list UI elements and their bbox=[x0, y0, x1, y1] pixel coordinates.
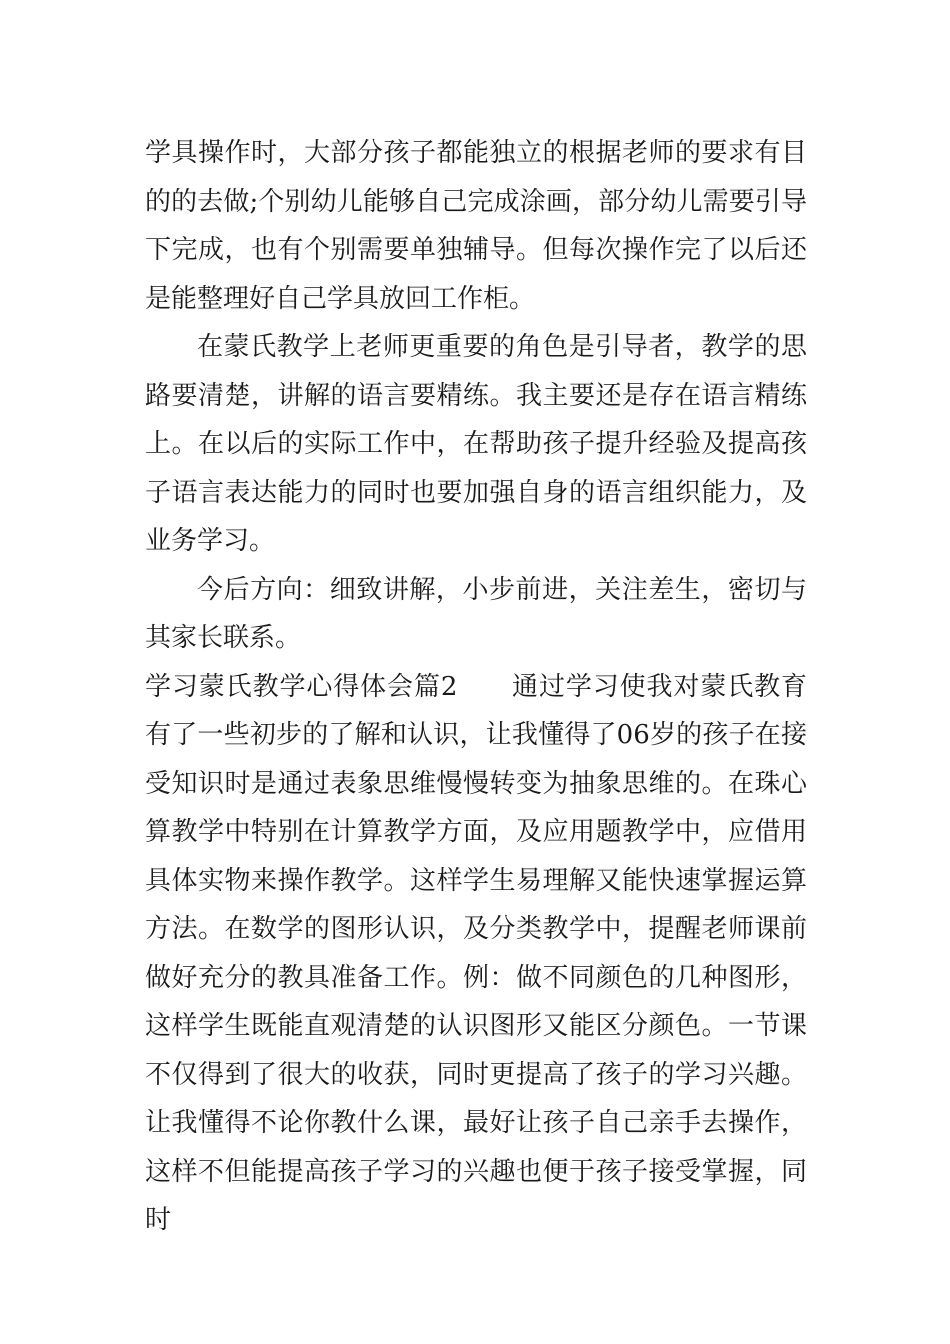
paragraph-teacher-role: 在蒙氏教学上老师更重要的角色是引导者，教学的思路要清楚，讲解的语言要精练。我主要还是存在语言精练上。在以后的实际工作中，在帮助孩子提升经验及提高孩子语言表达能力的同时也要加强自身的语言组织能力，及业务学习。 bbox=[145, 332, 807, 556]
paragraph-section-2: 学习蒙氏教学心得体会篇2 通过学习使我对蒙氏教育有了一些初步的了解和认识，让我懂得了06岁的孩子在接受知识时是通过表象思维慢慢转变为抽象思维的。在珠心算教学中特别在计算教学方面，及应用题教学中，应借用具体实物来操作教学。这样学生易理解又能快速掌握运算方法。在数学的图形认识，及分类教学中，提醒老师课前做好充分的教具准备工作。例：做不同颜色的几种图形，这样学生既能直观清楚的认识图形又能区分颜色。一节课不仅得到了很大的收获，同时更提高了孩子的学习兴趣。让我懂得不论你教什么课，最好让孩子自己亲手去操作，这样不但能提高孩子学习的兴趣也便于孩子接受掌握，同时 bbox=[145, 671, 807, 1235]
document-body bbox=[145, 129, 807, 1245]
paragraph-continuation: 学具操作时，大部分孩子都能独立的根据老师的要求有目的的去做;个别幼儿能够自己完成涂画，部分幼儿需要引导下完成，也有个别需要单独辅导。但每次操作完了以后还是能整理好自己学具放回工作柜。 bbox=[145, 138, 807, 314]
paragraph-future-direction: 今后方向：细致讲解，小步前进，关注差生，密切与其家长联系。 bbox=[145, 574, 807, 653]
